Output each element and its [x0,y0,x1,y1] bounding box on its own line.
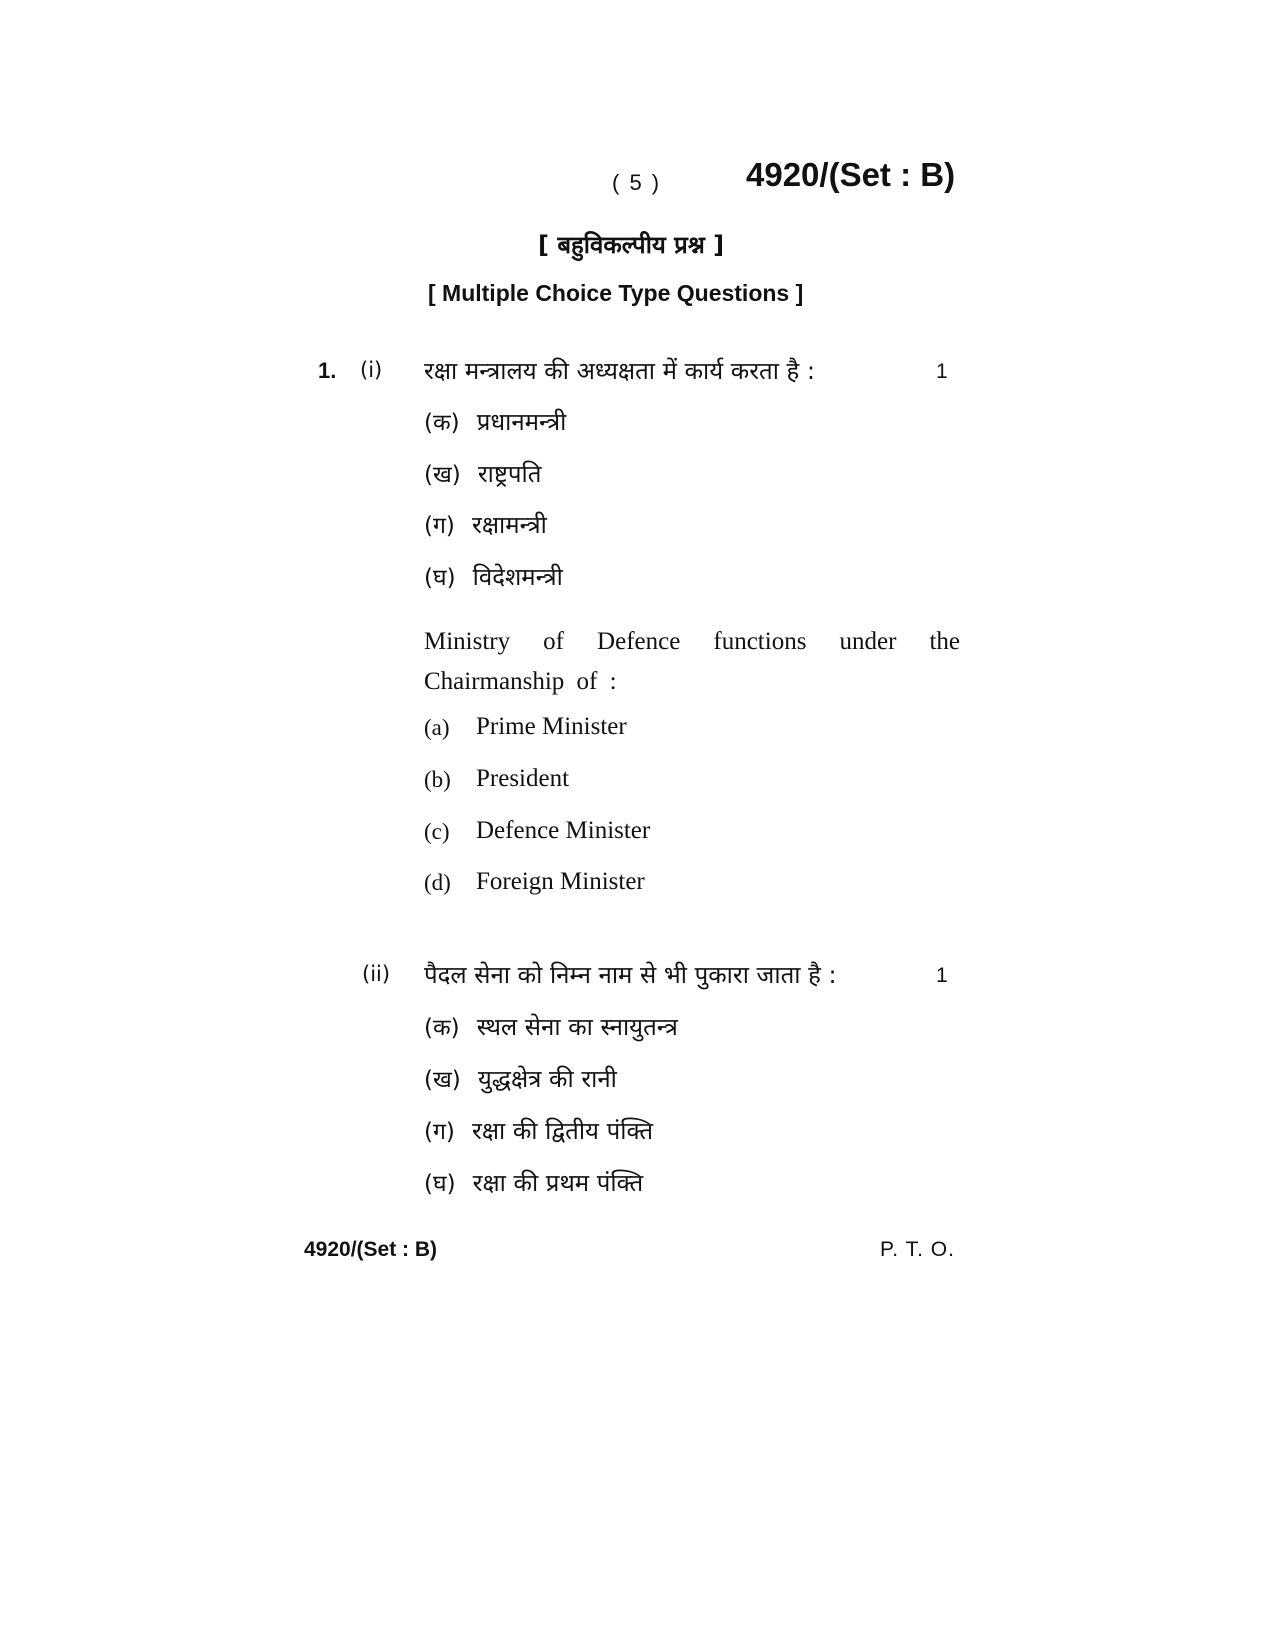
page-number: ( 5 ) [612,170,662,195]
option-label: (b) [424,767,451,792]
hindi-section-heading: [ बहुविकल्पीय प्रश्न ] [538,231,725,259]
option-label: (ग) [424,1119,455,1145]
english-section-heading: [ Multiple Choice Type Questions ] [428,280,804,306]
option-label: (ग) [424,513,455,539]
option-text: Foreign Minister [476,868,645,895]
option-label: (ख) [424,1067,461,1093]
option-text: प्रधानमन्त्री [476,408,567,436]
english-question-i: Ministry of Defence functions under the Chairmanship of : [424,628,960,695]
option-label: (घ) [424,565,456,591]
subquestion-label-ii: (ii) [362,962,391,986]
hindi-option-ka [424,1010,678,1043]
hindi-option-ga [424,1114,653,1147]
hindi-option-ga [424,508,547,541]
option-label: (घ) [424,1171,456,1197]
question-number: 1. [318,358,337,383]
option-text: रक्षामन्त्री [472,511,547,539]
option-label: (c) [424,819,450,844]
subquestion-label-i: (i) [360,358,383,382]
option-text: युद्धक्षेत्र की रानी [477,1065,617,1093]
option-text: स्थल सेना का स्नायुतन्त्र [476,1013,678,1041]
option-label: (क) [424,410,460,436]
option-text: Defence Minister [476,817,651,844]
hindi-option-ka [424,405,566,438]
option-text: President [476,765,570,792]
marks-i: 1 [936,360,948,383]
option-label: (d) [424,870,451,895]
hindi-option-gha [424,560,563,593]
english-option-d [424,868,645,896]
option-text: रक्षा की प्रथम पंक्ति [472,1169,644,1197]
footer-pto: P. T. O. [880,1238,955,1261]
hindi-question-i: रक्षा मन्त्रालय की अध्यक्षता में कार्य करता है : [424,357,816,385]
hindi-option-kha [424,1062,617,1095]
set-code-header: 4920/(Set : B) [746,156,956,193]
option-label: (ख) [424,462,461,488]
marks-ii: 1 [936,964,948,987]
option-text: राष्ट्रपति [477,460,542,488]
hindi-option-gha [424,1166,643,1199]
english-option-c [424,817,651,845]
hindi-question-ii: पैदल सेना को निम्न नाम से भी पुकारा जाता है : [424,961,837,989]
english-option-b [424,765,570,793]
option-text: Prime Minister [476,713,627,740]
footer-set-code: 4920/(Set : B) [304,1238,438,1261]
hindi-option-kha [424,457,541,490]
option-text: विदेशमन्त्री [472,563,563,591]
option-label: (a) [424,715,450,740]
option-text: रक्षा की द्वितीय पंक्ति [472,1117,653,1145]
english-option-a [424,713,627,741]
option-label: (क) [424,1015,460,1041]
